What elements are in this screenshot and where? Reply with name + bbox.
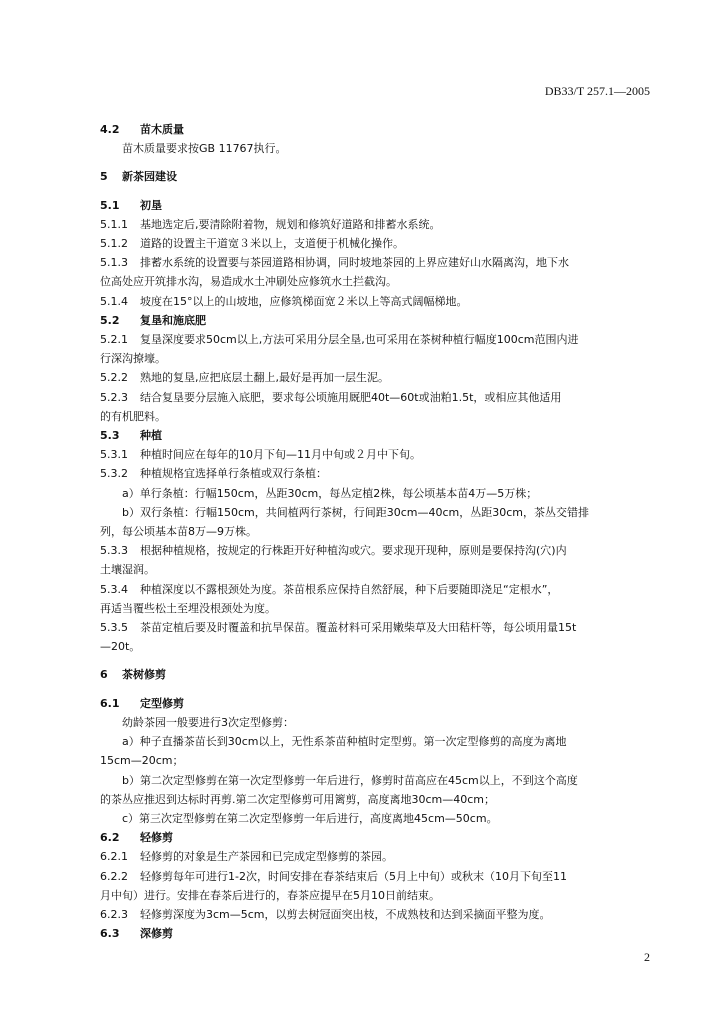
- clause-text: 新茶园建设: [122, 170, 177, 184]
- text-line: [100, 886, 652, 905]
- text-line: [100, 234, 652, 253]
- spacer: [100, 656, 652, 665]
- text-line: [100, 713, 652, 732]
- clause-number: 6.2: [100, 831, 120, 845]
- clause-number: 6: [100, 668, 108, 682]
- clause-text: 轻修剪: [140, 831, 173, 845]
- text-line: [100, 618, 652, 637]
- clause-text: 轻修剪的对象是生产茶园和已完成定型修剪的茶园。: [140, 850, 393, 864]
- clause-text: b）双行条植：行幅150cm，共间植两行茶树，行间距30cm—40cm，丛距30cm，茶丛交错排: [122, 505, 590, 519]
- text-line: [100, 330, 652, 349]
- text-line: [100, 253, 652, 272]
- clause-text: 复垦和施底肥: [140, 313, 206, 327]
- clause-number: 5.2.2: [100, 371, 128, 385]
- section-heading: [100, 924, 652, 943]
- text-line: [100, 905, 652, 924]
- text-line: [100, 368, 652, 387]
- clause-text: 坡度在15°以上的山坡地，应修筑梯面宽２米以上等高式阔幅梯地。: [140, 294, 468, 308]
- clause-text: c）第三次定型修剪在第二次定型修剪一年后进行，高度离地45cm—50cm。: [122, 811, 498, 825]
- clause-text: 轻修剪深度为3cm—5cm，以剪去树冠面突出枝，不成熟枝和达到采摘面平整为度。: [140, 907, 551, 921]
- text-line: [100, 732, 652, 751]
- clause-number: 5.3.3: [100, 544, 128, 558]
- clause-text: b）第二次定型修剪在第一次定型修剪一年后进行，修剪时苗高应在45cm以上，不到这个高度: [122, 773, 578, 787]
- clause-text: 复垦深度要求50cm以上,方法可采用分层全垦,也可采用在茶树种植行幅度100cm范围内进: [140, 333, 579, 347]
- text-line: [100, 809, 652, 828]
- text-line: [100, 445, 652, 464]
- clause-number: 5.1.1: [100, 217, 128, 231]
- clause-text: 15cm—20cm；: [100, 754, 184, 768]
- section-heading: [100, 120, 652, 139]
- text-line: [100, 464, 652, 483]
- text-line: [100, 503, 652, 522]
- text-line: [100, 771, 652, 790]
- clause-text: 深修剪: [140, 927, 173, 941]
- clause-text: 位高处应开筑排水沟，易造成水土冲刷处应修筑水土拦截沟。: [100, 275, 397, 289]
- clause-text: 土壤湿润。: [100, 563, 155, 577]
- clause-number: 5.3.2: [100, 467, 128, 481]
- clause-text: 茶苗定植后要及时覆盖和抗旱保苗。覆盖材料可采用嫩柴草及大田秸杆等，每公顷用量15t: [140, 621, 577, 635]
- text-line: [100, 292, 652, 311]
- clause-text: 结合复垦要分层施入底肥，要求每公顷施用厩肥40t—60t或油粕1.5t，或相应其他适用: [140, 390, 562, 404]
- section-heading: [100, 196, 652, 215]
- clause-text: 轻修剪每年可进行1-2次，时间安排在春茶结束后（5月上中旬）或秋末（10月下旬至11: [140, 869, 567, 883]
- section-heading: [100, 694, 652, 713]
- text-line: [100, 407, 652, 426]
- clause-text: 种植规格宜选择单行条植或双行条植：: [140, 467, 327, 481]
- standard-code: DB33/T 257.1—2005: [544, 84, 650, 98]
- text-line: [100, 272, 652, 291]
- clause-text: 幼龄茶园一般要进行3次定型修剪：: [122, 715, 294, 729]
- clause-number: 5.2: [100, 313, 120, 327]
- spacer: [100, 158, 652, 167]
- section-heading: [100, 828, 652, 847]
- clause-text: 基地选定后,要清除附着物，规划和修筑好道路和排蓄水系统。: [140, 217, 441, 231]
- page-number: 2: [644, 950, 650, 964]
- clause-text: 苗木质量: [140, 123, 184, 136]
- clause-text: 的有机肥料。: [100, 409, 166, 423]
- clause-number: 6.3: [100, 927, 120, 941]
- section-heading: [100, 426, 652, 445]
- clause-number: 6.2.2: [100, 869, 128, 883]
- clause-text: 月中旬）进行。安排在春茶后进行的，春茶应提早在5月10日前结束。: [100, 888, 440, 902]
- clause-text: 道路的设置主干道宽３米以上，支道便于机械化操作。: [140, 237, 404, 251]
- clause-text: a）种子直播茶苗长到30cm以上，无性系茶苗种植时定型剪。第一次定型修剪的高度为离地: [122, 735, 567, 749]
- clause-text: 种植深度以不露根颈处为度。茶苗根系应保持自然舒展，种下后要随即浇足“定根水”，: [140, 582, 559, 596]
- clause-text: 行深沟撩壕。: [100, 352, 166, 366]
- text-line: [100, 867, 652, 886]
- clause-text: 种植: [140, 429, 162, 443]
- clause-text: 熟地的复垦,应把底层土翻上,最好是再加一层生泥。: [140, 371, 389, 385]
- section-heading: [100, 665, 652, 684]
- clause-number: 5: [100, 170, 108, 184]
- text-line: [100, 599, 652, 618]
- clause-number: 6.2.1: [100, 850, 128, 864]
- section-heading: [100, 167, 652, 186]
- section-heading: [100, 311, 652, 330]
- clause-text: 根据种植规格，按规定的行株距开好种植沟或穴。要求现开现种，原则是要保持沟(穴)内: [140, 544, 567, 558]
- clause-text: 排蓄水系统的设置要与茶园道路相协调，同时坡地茶园的上界应建好山水隔离沟，地下水: [140, 256, 569, 270]
- document-body: [100, 120, 652, 943]
- text-line: [100, 349, 652, 368]
- text-line: [100, 847, 652, 866]
- clause-text: 种植时间应在每年的10月下旬—11月中旬或２月中下旬。: [140, 448, 421, 462]
- clause-number: 6.2.3: [100, 907, 128, 921]
- spacer: [100, 685, 652, 694]
- clause-text: 苗木质量要求按GB 11767执行。: [122, 142, 287, 156]
- spacer: [100, 187, 652, 196]
- clause-text: 再适当覆些松土至埋没根颈处为度。: [100, 601, 276, 615]
- text-line: [100, 139, 652, 158]
- text-line: [100, 215, 652, 234]
- text-line: [100, 790, 652, 809]
- clause-number: 5.3.4: [100, 582, 128, 596]
- text-line: [100, 580, 652, 599]
- clause-number: 5.3.5: [100, 621, 128, 635]
- clause-number: 6.1: [100, 696, 120, 710]
- clause-text: 初垦: [140, 198, 162, 212]
- clause-text: a）单行条植：行幅150cm，丛距30cm，每丛定植2株，每公顷基本苗4万—5万株；: [122, 486, 538, 500]
- clause-number: 4.2: [100, 123, 120, 136]
- clause-text: —20t。: [100, 640, 141, 654]
- text-line: [100, 637, 652, 656]
- clause-number: 5.1.4: [100, 294, 128, 308]
- clause-number: 5.2.3: [100, 390, 128, 404]
- text-line: [100, 560, 652, 579]
- clause-number: 5.3.1: [100, 448, 128, 462]
- clause-text: 茶树修剪: [122, 668, 166, 682]
- text-line: [100, 522, 652, 541]
- text-line: [100, 751, 652, 770]
- clause-text: 定型修剪: [140, 696, 184, 710]
- clause-number: 5.1.3: [100, 256, 128, 270]
- text-line: [100, 541, 652, 560]
- clause-number: 5.1: [100, 198, 120, 212]
- clause-number: 5.2.1: [100, 333, 128, 347]
- text-line: [100, 388, 652, 407]
- text-line: [100, 484, 652, 503]
- clause-text: 列，每公顷基本苗8万—9万株。: [100, 525, 257, 539]
- clause-number: 5.1.2: [100, 237, 128, 251]
- clause-text: 的茶丛应推迟到达标时再剪.第二次定型修剪可用篱剪，高度离地30cm—40cm；: [100, 792, 496, 806]
- clause-number: 5.3: [100, 429, 120, 443]
